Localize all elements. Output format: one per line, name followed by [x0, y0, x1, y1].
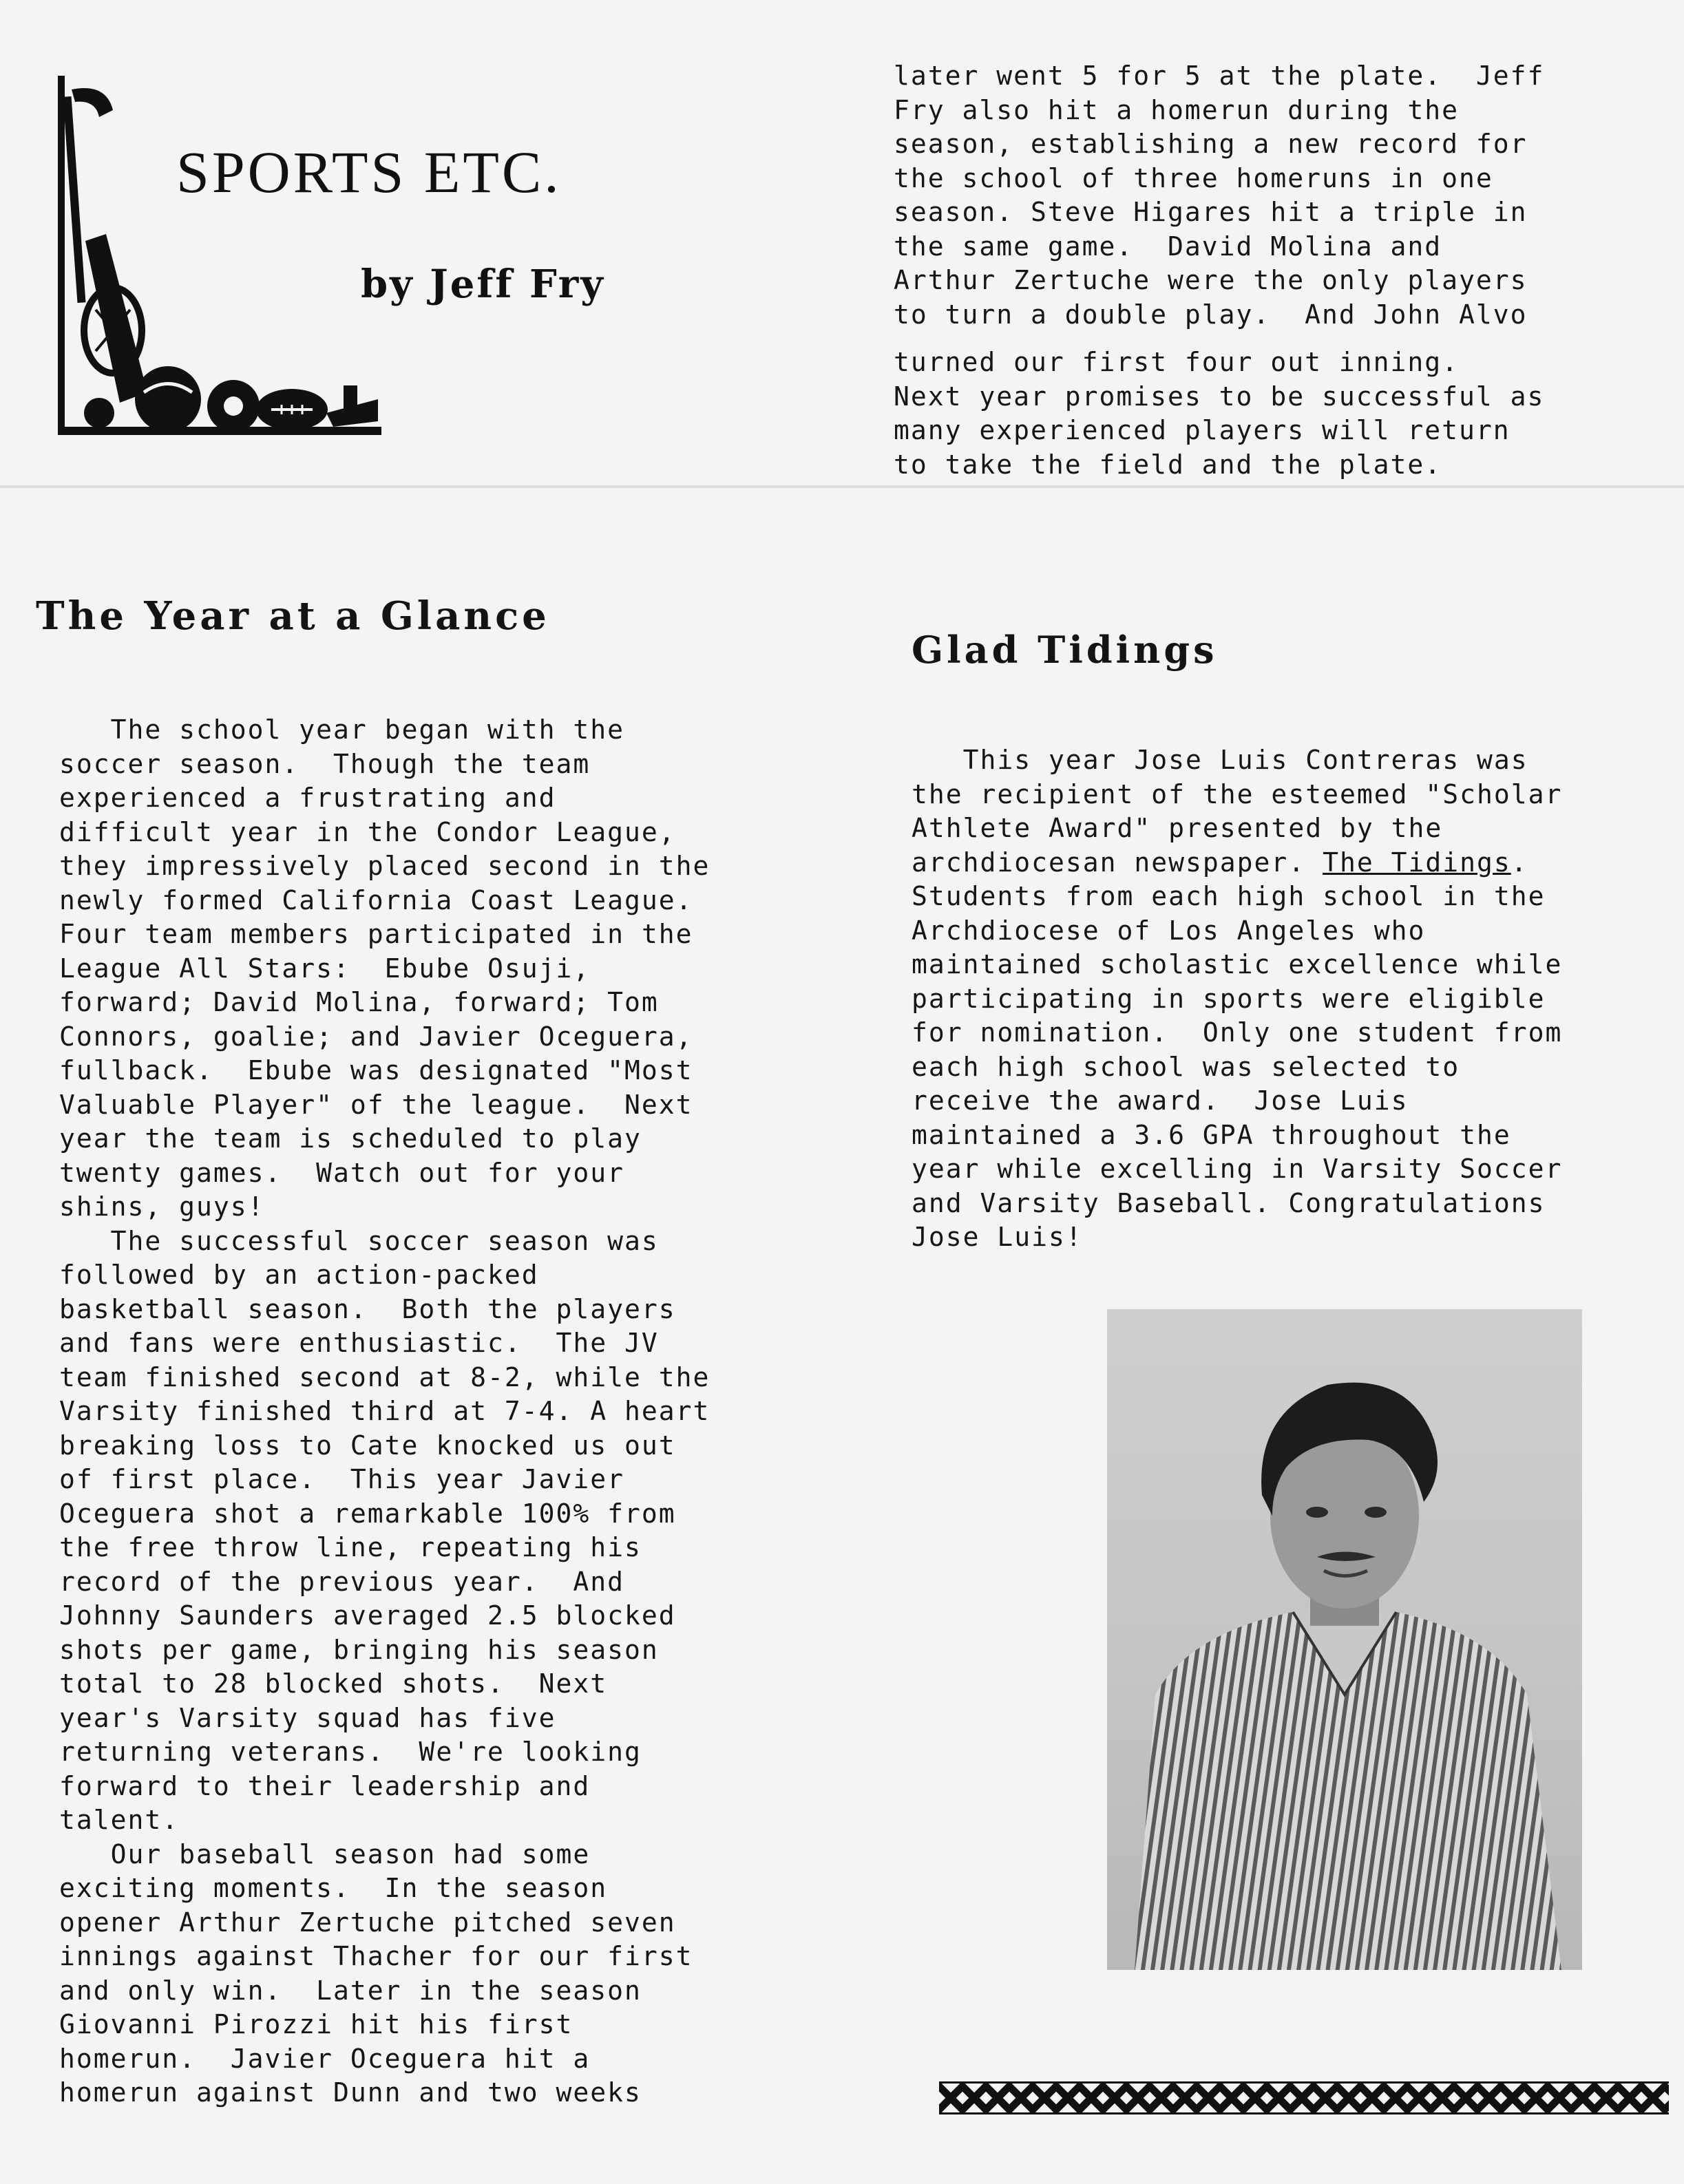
glad-tidings-text [912, 743, 1684, 1255]
text-line: of first place. This year Javier [59, 1464, 624, 1494]
text-line: participating in sports were eligible [912, 983, 1546, 1014]
text-line: exciting moments. In the season [59, 1873, 608, 1903]
text-line: later went 5 for 5 at the plate. Jeff [894, 61, 1545, 91]
text-line: turned our first four out inning. [894, 347, 1459, 377]
text-line: shots per game, bringing his season [59, 1634, 659, 1665]
text-line: the same game. David Molina and [894, 231, 1442, 262]
text-line: many experienced players will return [894, 415, 1511, 445]
text-line: maintained scholastic excellence while [912, 949, 1563, 979]
text-line: twenty games. Watch out for your [59, 1157, 624, 1188]
text-line [912, 846, 1684, 880]
text-line: The school year began with the [59, 714, 624, 745]
text-line: Oceguera shot a remarkable 100% from [59, 1498, 676, 1529]
portrait-figure [1107, 1309, 1582, 1970]
text-fragment: . [1511, 847, 1528, 878]
text-line: Johnny Saunders averaged 2.5 blocked [59, 1600, 676, 1631]
text-line: Our baseball season had some [59, 1838, 591, 1869]
text-line: basketball season. Both the players [59, 1293, 676, 1324]
text-line: talent. [59, 1805, 180, 1835]
text-line: and Varsity Baseball. Congratulations [912, 1187, 1546, 1218]
newspaper-title: The Tidings [1323, 847, 1511, 878]
text-line: to take the field and the plate. [894, 449, 1442, 480]
text-line: Four team members participated in the [59, 919, 693, 949]
sports-equipment-icon [30, 69, 388, 454]
text-line: the free throw line, repeating his [59, 1532, 642, 1562]
text-line: maintained a 3.6 GPA throughout the [912, 1119, 1511, 1150]
text-line: Next year promises to be successful as [894, 381, 1545, 412]
text-line: homerun against Dunn and two weeks [59, 2077, 642, 2108]
text-line: Giovanni Pirozzi hit his first [59, 2009, 573, 2039]
text-line: Fry also hit a homerun during the [894, 94, 1459, 125]
text-line: Archdiocese of Los Angeles who [912, 915, 1426, 946]
baseball-continued-text [894, 59, 1684, 482]
text-line: shins, guys! [59, 1191, 265, 1222]
text-line: receive the award. Jose Luis [912, 1085, 1409, 1116]
text-line: Valuable Player" of the league. Next [59, 1089, 693, 1120]
text-line: followed by an action-packed [59, 1260, 539, 1290]
text-line: This year Jose Luis Contreras was [912, 745, 1528, 775]
text-line: The successful soccer season was [59, 1225, 659, 1256]
text-line: year's Varsity squad has five [59, 1702, 556, 1733]
text-line: Varsity finished third at 7-4. A heart [59, 1396, 711, 1426]
text-line: Connors, goalie; and Javier Oceguera, [59, 1021, 693, 1052]
text-fragment: archdiocesan newspaper. [912, 847, 1323, 878]
text-line: total to 28 blocked shots. Next [59, 1668, 608, 1699]
text-line: innings against Thacher for our first [59, 1941, 693, 1971]
text-line: newly formed California Coast League. [59, 884, 693, 915]
student-portrait-photo [1107, 1309, 1582, 1970]
text-line: and only win. Later in the season [59, 1975, 642, 2006]
year-at-a-glance-text [59, 713, 885, 2110]
page-fold-line [0, 485, 1684, 488]
text-line: for nomination. Only one student from [912, 1017, 1563, 1048]
section-title: SPORTS ETC. [176, 139, 562, 205]
decorative-border [939, 2081, 1669, 2114]
text-line: record of the previous year. And [59, 1566, 624, 1597]
text-line: experienced a frustrating and [59, 783, 556, 813]
text-line: the recipient of the esteemed "Scholar [912, 778, 1563, 809]
text-line: returning veterans. We're looking [59, 1737, 642, 1767]
text-line: Arthur Zertuche were the only players [894, 265, 1528, 295]
text-line: they impressively placed second in the [59, 851, 711, 881]
text-line: opener Arthur Zertuche pitched seven [59, 1907, 676, 1938]
text-line: breaking loss to Cate knocked us out [59, 1430, 676, 1461]
text-line: forward to their leadership and [59, 1770, 591, 1801]
text-line: Students from each high school in the [912, 881, 1546, 911]
text-line: team finished second at 8-2, while the [59, 1361, 711, 1392]
text-line: homerun. Javier Oceguera hit a [59, 2043, 591, 2074]
text-line: difficult year in the Condor League, [59, 816, 676, 847]
text-line: each high school was selected to [912, 1051, 1460, 1082]
year-at-a-glance-heading: The Year at a Glance [36, 593, 550, 639]
text-line: League All Stars: Ebube Osuji, [59, 953, 591, 984]
text-line: year the team is scheduled to play [59, 1123, 642, 1154]
text-line: forward; David Molina, forward; Tom [59, 987, 659, 1017]
text-line: to turn a double play. And John Alvo [894, 299, 1528, 330]
text-line: season. Steve Higares hit a triple in [894, 197, 1528, 227]
text-line: fullback. Ebube was designated "Most [59, 1055, 693, 1085]
text-line: Jose Luis! [912, 1222, 1083, 1252]
text-line: year while excelling in Varsity Soccer [912, 1154, 1563, 1184]
byline: by Jeff Fry [361, 262, 605, 307]
text-line: Athlete Award" presented by the [912, 813, 1443, 843]
text-line: the school of three homeruns in one [894, 162, 1493, 193]
text-line: season, establishing a new record for [894, 129, 1528, 159]
text-line: and fans were enthusiastic. The JV [59, 1328, 659, 1358]
glad-tidings-heading: Glad Tidings [912, 628, 1218, 672]
text-line: soccer season. Though the team [59, 748, 591, 779]
